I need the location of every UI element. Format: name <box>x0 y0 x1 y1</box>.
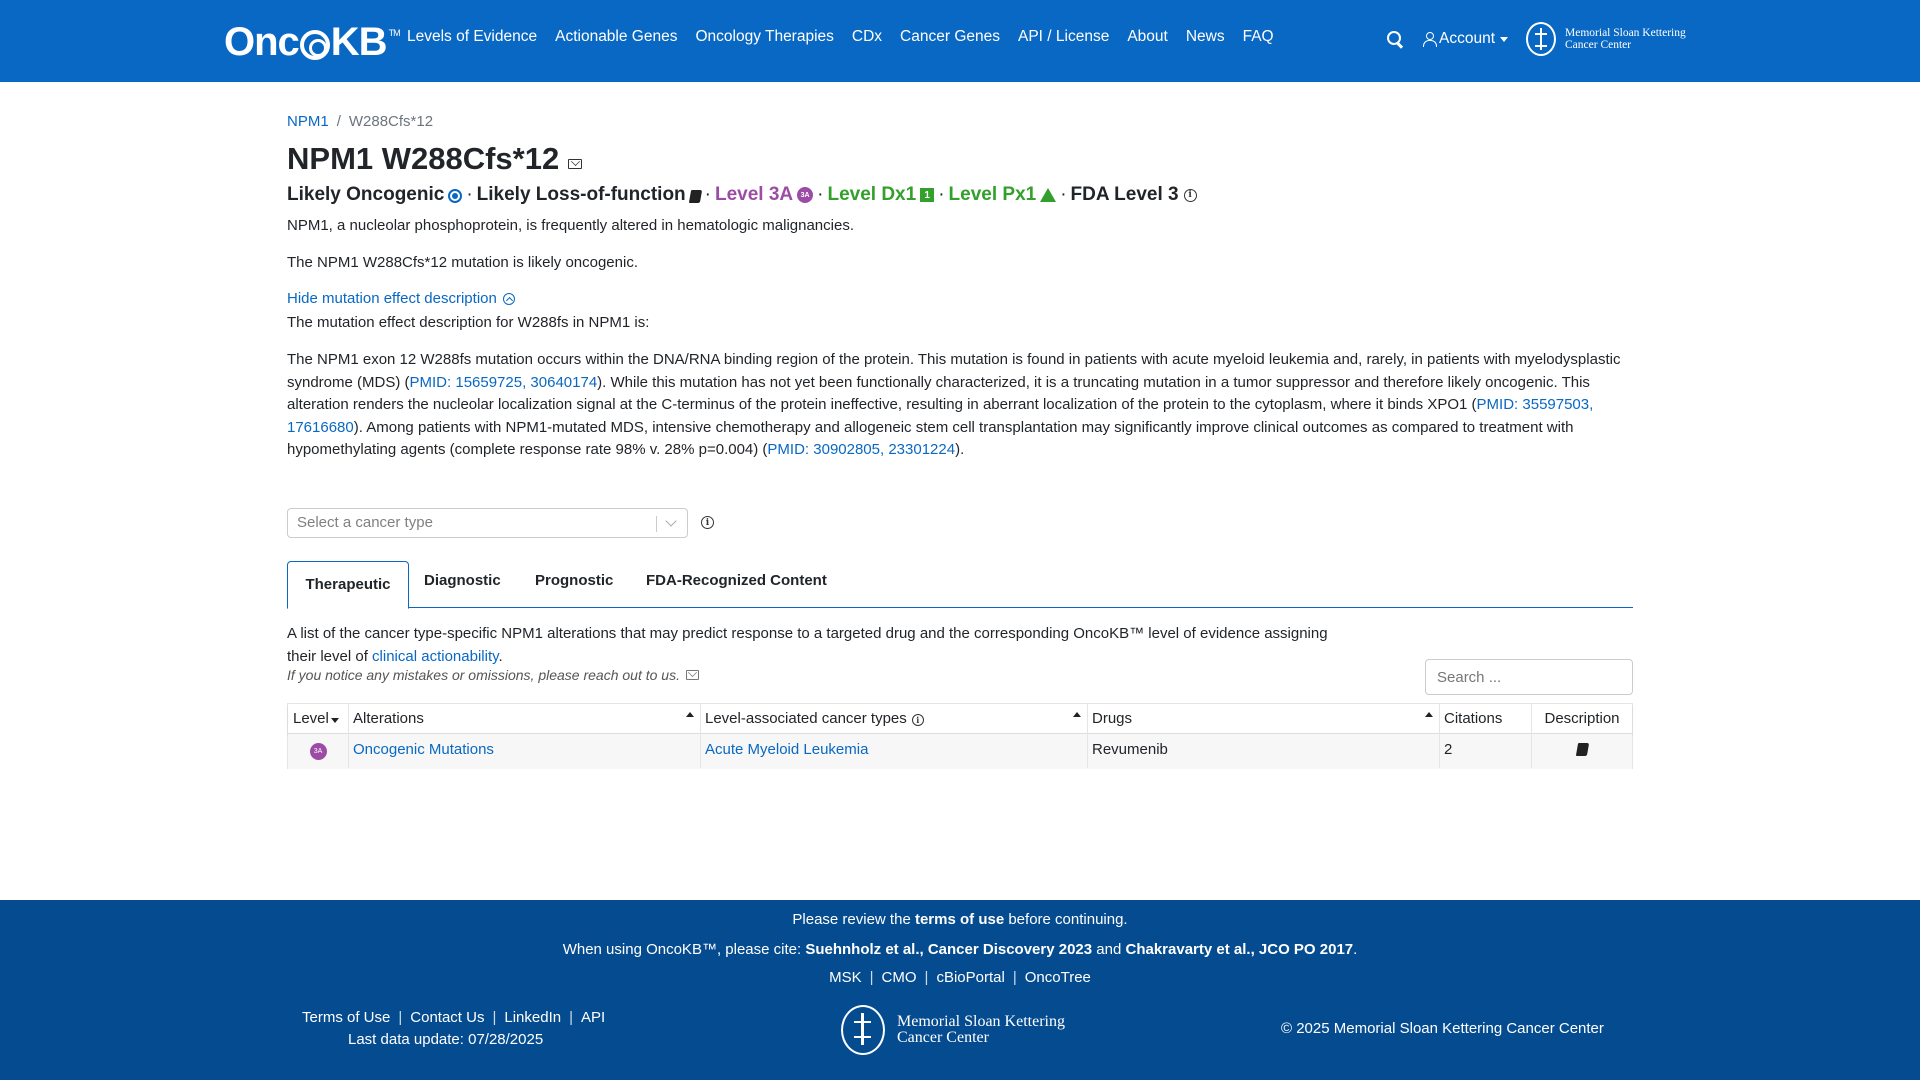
col-citations[interactable] <box>1439 704 1531 733</box>
account-label: Account <box>1439 30 1496 47</box>
msk-header-logo[interactable] <box>1526 22 1686 56</box>
footer-left-links <box>302 1009 605 1026</box>
col-divider <box>1439 704 1440 768</box>
hide-mutation-effect-link[interactable] <box>287 290 515 307</box>
variant-summary: The NPM1 W288Cfs*12 mutation is likely oncogenic. <box>287 254 638 271</box>
cancer-type-select[interactable] <box>287 508 688 538</box>
footer-link-cbioportal[interactable]: cBioPortal <box>936 969 1005 986</box>
footer-cite-pre: When using OncoKB™, please cite: <box>562 941 806 958</box>
footer-review-post: before continuing. <box>1004 911 1128 928</box>
gene-summary: NPM1, a nucleolar phosphoprotein, is frequently altered in hematologic malignancies. <box>287 217 854 234</box>
footer-citation <box>0 941 1920 958</box>
row-citations[interactable]: 2 <box>1444 741 1453 758</box>
msk-logo-text <box>1565 27 1686 51</box>
footer-link-oncotree[interactable]: OncoTree <box>1024 969 1091 986</box>
col-divider <box>1087 704 1088 768</box>
pmid-link-1[interactable]: PMID: 15659725, 30640174 <box>409 373 598 391</box>
col-level[interactable] <box>288 704 348 733</box>
search-icon[interactable] <box>1385 29 1405 49</box>
chevron-up-circle-icon <box>503 293 515 305</box>
level-dx1-icon: 1 <box>920 188 934 202</box>
row-alteration <box>348 734 700 764</box>
footer-linkedin-link[interactable]: LinkedIn <box>504 1009 562 1026</box>
table-search-input[interactable] <box>1425 659 1633 695</box>
level-dx1-label[interactable]: Level Dx1 <box>827 184 917 205</box>
book-icon[interactable] <box>689 190 702 203</box>
citation-link-2[interactable]: Chakravarty et al., JCO PO 2017 <box>1125 941 1354 958</box>
separator-dot: · <box>466 184 473 205</box>
envelope-icon[interactable] <box>568 159 582 169</box>
level-3a-label[interactable]: Level 3A <box>714 184 794 205</box>
last-data-update: Last data update: 07/28/2025 <box>348 1031 544 1048</box>
fda-level-label[interactable]: FDA Level 3 <box>1070 184 1179 205</box>
nav-right <box>1385 22 1686 56</box>
breadcrumb <box>287 113 433 130</box>
footer-sep: | <box>869 969 874 986</box>
treatments-table <box>287 703 1633 769</box>
brand-onc: Onc <box>224 19 299 64</box>
footer-terms-link[interactable]: Terms of Use <box>302 1009 391 1026</box>
oncokb-logo[interactable] <box>224 20 400 64</box>
oncogenic-icon <box>448 189 462 203</box>
pmid-link-3[interactable]: PMID: 30902805, 23301224 <box>767 441 956 459</box>
account-dropdown[interactable] <box>1423 30 1508 48</box>
alteration-link[interactable]: Oncogenic Mutations <box>353 741 494 758</box>
info-icon[interactable]: i <box>912 714 924 726</box>
footer-api-link[interactable]: API <box>581 1009 606 1026</box>
mutation-effect-intro: The mutation effect description for W288fs in NPM1 is: <box>287 314 650 331</box>
col-cancer-types-label: Level-associated cancer types <box>705 710 907 727</box>
footer-msk-line2: Cancer Center <box>897 1029 989 1046</box>
footer-sep: | <box>492 1009 497 1026</box>
brand-tm: TM <box>388 28 400 38</box>
oncogenicity-label: Likely Oncogenic <box>287 184 445 205</box>
brand-kb: KB <box>330 19 387 64</box>
nav-faq[interactable]: FAQ <box>1242 28 1274 45</box>
level-3a-icon: 3A <box>797 187 813 203</box>
select-divider <box>656 516 657 532</box>
table-intro <box>287 622 1347 668</box>
page-title <box>287 141 582 177</box>
footer-msk-line1: Memorial Sloan Kettering <box>897 1013 1065 1030</box>
nav-cdx[interactable]: CDx <box>851 28 883 45</box>
description-part3: ). Among patients with NPM1-mutated MDS, intensive chemotherapy and allogeneic stem cell transplantation may significantly improve clinical outcomes as compared to treatment with hypomethylating agents (complete response rate 98% v. 28% p=0.004) ( <box>287 418 1574 459</box>
footer-cite-end: . <box>1353 941 1358 958</box>
col-description[interactable] <box>1532 704 1632 733</box>
nav-oncology-therapies[interactable]: Oncology Therapies <box>695 28 834 45</box>
footer-review-pre: Please review the <box>792 911 915 928</box>
separator-dot: · <box>938 184 945 205</box>
nav-about[interactable]: About <box>1127 28 1168 45</box>
table-intro-text: A list of the cancer type-specific NPM1 alterations that may predict response to a targeted drug and the corresponding OncoKB™ level of evidence assigning their level of <box>287 625 1328 665</box>
msk-logo-icon <box>841 1005 885 1055</box>
nav-levels-of-evidence[interactable]: Levels of Evidence <box>407 28 538 45</box>
tab-diagnostic[interactable]: Diagnostic <box>424 572 501 589</box>
row-drug: Revumenib <box>1092 741 1168 758</box>
level-3a-icon[interactable]: 3A <box>310 743 327 760</box>
annotation-summary <box>287 184 1197 206</box>
footer-sep: | <box>398 1009 403 1026</box>
col-citations-label: Citations <box>1444 710 1503 727</box>
col-alterations[interactable] <box>348 704 700 733</box>
msk-logo-text <box>897 1014 1065 1046</box>
tab-therapeutic[interactable]: Therapeutic <box>287 561 409 609</box>
page-title-text: NPM1 W288Cfs*12 <box>287 141 560 176</box>
footer-contact-link[interactable]: Contact Us <box>410 1009 485 1026</box>
col-alterations-label: Alterations <box>353 710 424 727</box>
top-navbar <box>0 0 1920 82</box>
hide-link-label: Hide mutation effect description <box>287 290 497 307</box>
citation-link-1[interactable]: Suehnholz et al., Cancer Discovery 2023 <box>805 941 1093 958</box>
col-divider <box>700 704 701 768</box>
footer-sep: | <box>569 1009 573 1026</box>
clinical-actionability-link[interactable]: clinical actionability <box>372 648 499 665</box>
terms-of-use-link[interactable]: terms of use <box>914 911 1005 928</box>
breadcrumb-sep: / <box>336 113 341 130</box>
tab-prognostic[interactable]: Prognostic <box>535 572 614 589</box>
info-icon[interactable]: i <box>701 516 714 529</box>
separator-dot: · <box>817 184 824 205</box>
footer <box>0 900 1920 1080</box>
col-divider <box>1531 704 1532 768</box>
nav-actionable-genes[interactable]: Actionable Genes <box>555 28 678 45</box>
cancer-type-link[interactable]: Acute Myeloid Leukemia <box>705 741 869 758</box>
sort-asc-icon <box>1425 712 1433 717</box>
row-level <box>288 734 348 766</box>
msk-logo-icon <box>1526 22 1556 56</box>
footer-msk-logo[interactable] <box>841 1005 1065 1055</box>
row-description <box>1532 734 1632 766</box>
table-intro-end: . <box>498 648 503 665</box>
col-drugs[interactable] <box>1087 704 1439 733</box>
level-px1-icon <box>1040 188 1056 202</box>
feedback-notice <box>287 667 699 683</box>
separator-dot: · <box>1060 184 1067 205</box>
col-divider <box>348 704 349 768</box>
evidence-tabs <box>287 561 1633 608</box>
description-part4: ). <box>955 441 965 459</box>
description-part2: ). While this mutation has not yet been functionally characterized, it is a truncating mutation in a tumor suppressor and therefore likely oncogenic. This alteration renders the nucleolar localization signal at the C-terminus of the protein ineffective, resulting in aberrant localization of the protein to the cytoplasm, where it binds XPO1 ( <box>287 373 1590 414</box>
msk-line2: Cancer Center <box>1565 39 1632 51</box>
pmid-link-2[interactable]: PMID: 35597503, 17616680 <box>287 396 1594 436</box>
mutation-effect-description <box>287 349 1632 462</box>
level-px1-label[interactable]: Level Px1 <box>948 184 1037 205</box>
caret-down-icon <box>1500 37 1508 42</box>
feedback-notice-text: If you notice any mistakes or omissions, please reach out to us. <box>287 667 680 683</box>
table-header <box>288 704 1632 734</box>
book-icon[interactable] <box>1575 743 1588 756</box>
breadcrumb-alteration: W288Cfs*12 <box>348 113 434 130</box>
col-description-label: Description <box>1544 710 1620 727</box>
footer-sep: | <box>924 969 929 986</box>
description-part1: The NPM1 exon 12 W288fs mutation occurs within the DNA/RNA binding region of the protein. This mutation is found in patients with acute myeloid leukemia and, rarely, in patients with myelodysplastic syndrome (MDS) ( <box>287 351 1621 391</box>
nav-links <box>407 28 1292 46</box>
footer-cite-and: and <box>1092 941 1126 958</box>
info-icon[interactable]: i <box>1184 189 1197 202</box>
table-row <box>288 734 1632 769</box>
sort-desc-icon <box>331 718 339 723</box>
footer-link-msk[interactable]: MSK <box>829 969 862 986</box>
footer-sep: | <box>1012 969 1017 986</box>
footer-link-cmo[interactable]: CMO <box>881 969 917 986</box>
nav-cancer-genes[interactable]: Cancer Genes <box>900 28 1000 45</box>
separator-dot: · <box>704 184 711 205</box>
row-cancer-type <box>700 734 1087 764</box>
breadcrumb-gene[interactable]: NPM1 <box>287 113 329 130</box>
col-cancer-types[interactable] <box>700 704 1087 733</box>
footer-external-links <box>0 969 1920 986</box>
col-level-label: Level <box>293 710 329 727</box>
mutation-effect-label: Likely Loss-of-function <box>476 184 686 205</box>
envelope-icon[interactable] <box>686 670 699 680</box>
footer-terms-notice <box>0 911 1920 928</box>
col-drugs-label: Drugs <box>1092 710 1133 727</box>
nav-news[interactable]: News <box>1185 28 1225 45</box>
cancer-type-placeholder: Select a cancer type <box>297 514 433 531</box>
brand-o-icon <box>300 30 330 60</box>
sort-asc-icon <box>1073 712 1081 717</box>
msk-line1: Memorial Sloan Kettering <box>1565 27 1686 39</box>
sort-asc-icon <box>686 712 694 717</box>
copyright: © 2025 Memorial Sloan Kettering Cancer Center <box>1281 1020 1604 1037</box>
nav-api-license[interactable]: API / License <box>1018 28 1110 45</box>
chevron-down-icon <box>665 515 676 526</box>
tab-fda-recognized-content[interactable]: FDA-Recognized Content <box>646 572 827 589</box>
user-icon <box>1423 32 1435 46</box>
